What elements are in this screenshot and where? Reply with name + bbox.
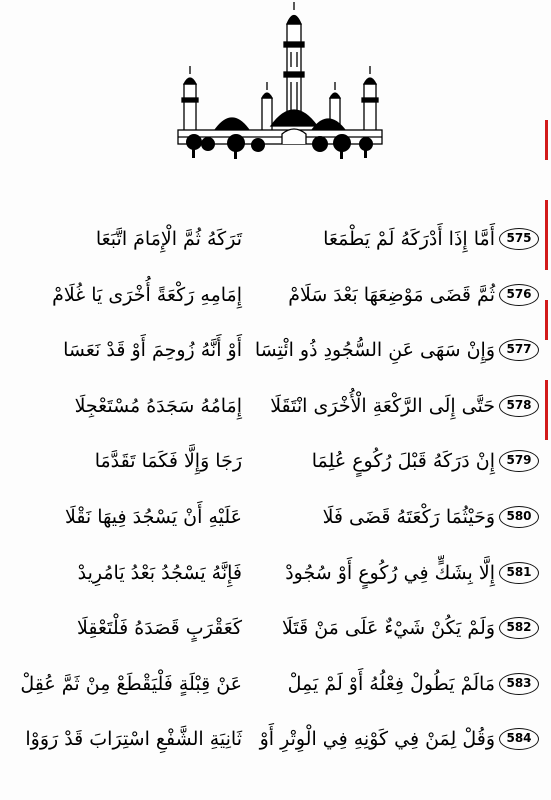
second-hemistich: كَعَقْرَبٍ قَصَدَهُ فَلْتَعْقِلَا	[77, 617, 242, 640]
verse-582	[18, 607, 543, 663]
edge-mark	[545, 300, 548, 340]
verse-number: 581	[499, 562, 539, 584]
first-hemistich: وَإِنْ سَهَى عَنِ السُّجُودِ ذُو ائْتِسَا	[254, 339, 495, 362]
first-hemistich: وَحَيْثُمَا رَكْعَتَهُ قَضَى فَلَا	[322, 505, 495, 528]
verse-number: 580	[499, 506, 539, 528]
verse-number: 583	[499, 673, 539, 695]
verse-583	[18, 663, 543, 719]
verse-number: 577	[499, 339, 539, 361]
first-hemistich: مَالَمْ يَطُولْ فِعْلُهُ أَوْ لَمْ يَمِلْ	[287, 672, 495, 695]
second-hemistich: تَرَكَهُ ثُمَّ الْإِمَامَ اتَّبَعَا	[95, 228, 242, 250]
mosque-emblem	[170, 2, 390, 162]
verse-584	[18, 718, 543, 774]
verse-580	[18, 496, 543, 552]
first-hemistich: إِلَّا بِشَكٍّ فِي رُكُوعٍ أَوْ سُجُودْ	[285, 561, 495, 584]
second-hemistich: رَجَا وَإِلَّا فَكَمَا تَقَدَّمَا	[94, 450, 242, 473]
verse-number: 576	[499, 284, 539, 306]
verse-577	[18, 329, 543, 385]
edge-mark	[545, 200, 548, 270]
first-hemistich: وَلَمْ يَكُنْ شَيْءٌ عَلَى مَنْ قَتَلَا	[282, 617, 495, 640]
verse-number: 579	[499, 450, 539, 472]
verse-list	[18, 218, 543, 774]
edge-mark	[545, 380, 548, 440]
second-hemistich: عَلَيْهِ أَنْ يَسْجُدَ فِيهَا نَقْلَا	[64, 505, 242, 528]
verse-576	[18, 274, 543, 330]
verse-number: 584	[499, 728, 539, 750]
verse-number: 575	[499, 228, 539, 250]
verse-575	[18, 218, 543, 274]
first-hemistich: ثُمَّ قَضَى مَوْضِعَهَا بَعْدَ سَلَامْ	[288, 283, 495, 306]
verse-578	[18, 385, 543, 441]
verse-581	[18, 552, 543, 608]
first-hemistich: وَقُلْ لِمَنْ فِي كَوْنِهِ فِي الْوِتْرِ أَوْ	[259, 728, 495, 751]
first-hemistich: حَتَّى إِلَى الرَّكْعَةِ الْأُخْرَى انْتَقَلَا	[270, 394, 495, 417]
second-hemistich: إِمَامُهُ سَجَدَهُ مُسْتَعْجِلَا	[74, 394, 242, 417]
second-hemistich: ثَانِيَةِ الشَّفْعِ اسْتِرَابَ قَدْ رَوَوْا	[25, 728, 242, 751]
second-hemistich: إِمَامِهِ رَكْعَةً أُخْرَى يَا غُلَامْ	[52, 283, 242, 306]
verse-number: 578	[499, 395, 539, 417]
verse-579	[18, 440, 543, 496]
page-edge-marks	[542, 0, 551, 800]
second-hemistich: أَوْ أَنَّهُ زُوحِمَ أَوْ قَدْ نَعَسَا	[63, 339, 242, 362]
verse-number: 582	[499, 617, 539, 639]
first-hemistich: إِنْ دَرَكَهُ قَبْلَ رُكُوعٍ عُلِمَا	[311, 450, 495, 473]
second-hemistich: عَنْ قِبْلَةٍ فَلْيَقْطَعْ مِنْ ثَمَّ عُقِلْ	[20, 672, 242, 695]
edge-mark	[545, 120, 548, 160]
first-hemistich: أَمَّا إِذَا أَدْرَكَهُ لَمْ يَطْمَعَا	[323, 228, 495, 250]
second-hemistich: فَإِنَّهُ يَسْجُدُ بَعْدُ يَامُرِيدْ	[77, 561, 242, 584]
